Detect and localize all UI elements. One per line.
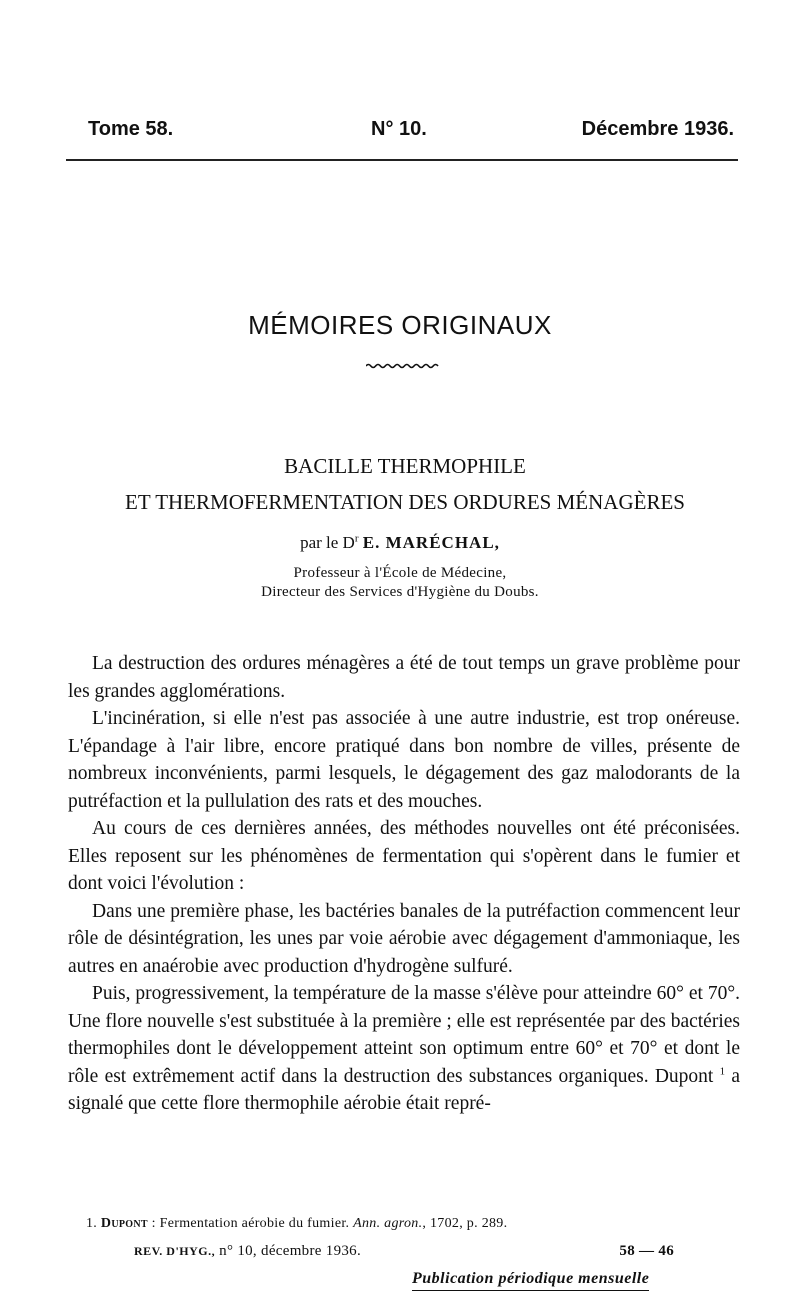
- journal-header: [88, 118, 734, 148]
- footnote-journal: Ann. agron.: [353, 1216, 423, 1231]
- journal-issue: n° 10, décembre 1936.: [215, 1243, 362, 1259]
- article-title-line-2: ET THERMOFERMENTATION DES ORDURES MÉNAGÈRES: [125, 490, 685, 514]
- affiliation-line-2: Directeur des Services d'Hygiène du Doubs.: [261, 584, 539, 600]
- article-title-line-1: BACILLE THERMOPHILE: [284, 454, 526, 478]
- byline-title-sup: r: [354, 532, 359, 545]
- tome-label: Tome 58.: [88, 118, 174, 140]
- journal-reference-line: [134, 1243, 674, 1260]
- footnote-text-after: , 1702, p. 289.: [422, 1216, 508, 1231]
- author-name: E. MARÉCHAL,: [362, 533, 500, 552]
- footnote-number: 1.: [86, 1216, 98, 1231]
- issue-date: Décembre 1936.: [581, 118, 734, 140]
- wavy-ornament-icon: [366, 362, 442, 370]
- byline-prefix: par le D: [300, 533, 355, 552]
- body-paragraph-2: L'incinération, si elle n'est pas associée à une autre industrie, est trop onéreuse. L'épandage à l'air libre, encore pratiqué dans bon nombre de villes, présente de nombreux inconvénients, parmi lesquels, le dégagement des gaz malodorants de la putréfaction et la pullulation des rats et des mouches.: [68, 708, 740, 812]
- article-title: [60, 448, 750, 520]
- article-body: [68, 650, 740, 1118]
- header-rule: [66, 159, 738, 161]
- footnote: [86, 1216, 736, 1232]
- body-paragraph-5-start: Puis, progressivement, la température de la masse s'élève pour atteindre 60° et 70°. Une flore nouvelle s'est substituée à la première ; elle est représentée par des bactéries thermophiles dont le développement atteint son optimum entre 60° et 70° et dont le rôle est extrêmement actif dans la destruction des substances organiques. Dupont: [68, 983, 740, 1087]
- footnote-reference[interactable]: 1: [719, 1065, 726, 1077]
- body-paragraph-3: Au cours de ces dernières années, des méthodes nouvelles ont été préconisées. Elles reposent sur les phénomènes de fermentation qui s'opèrent dans le fumier et dont voici l'évolution :: [68, 818, 740, 894]
- journal-abbreviation: REV. D'HYG.,: [134, 1244, 216, 1258]
- affiliation-line-1: Professeur à l'École de Médecine,: [293, 565, 507, 581]
- page-reference: 58 — 46: [619, 1243, 674, 1259]
- body-paragraph-1: La destruction des ordures ménagères a été de tout temps un grave problème pour les grandes agglomérations.: [68, 653, 740, 702]
- byline: [0, 533, 800, 553]
- footnote-author: Dupont: [100, 1216, 148, 1231]
- body-paragraph-5: [68, 980, 740, 1118]
- issue-number: N° 10.: [371, 118, 427, 140]
- publication-note: Publication périodique mensuelle: [412, 1270, 649, 1291]
- author-affiliation: [0, 564, 800, 602]
- body-paragraph-5-end: a signalé que cette flore thermophile aérobie était repré-: [68, 1065, 740, 1114]
- section-title: MÉMOIRES ORIGINAUX: [248, 310, 552, 340]
- footnote-text-before: : Fermentation aérobie du fumier.: [147, 1216, 354, 1231]
- body-paragraph-4: Dans une première phase, les bactéries banales de la putréfaction commencent leur rôle de désintégration, les unes par voie aérobie avec dégagement d'ammoniaque, les autres en anaérobie avec production d'hydrogène sulfuré.: [68, 900, 740, 977]
